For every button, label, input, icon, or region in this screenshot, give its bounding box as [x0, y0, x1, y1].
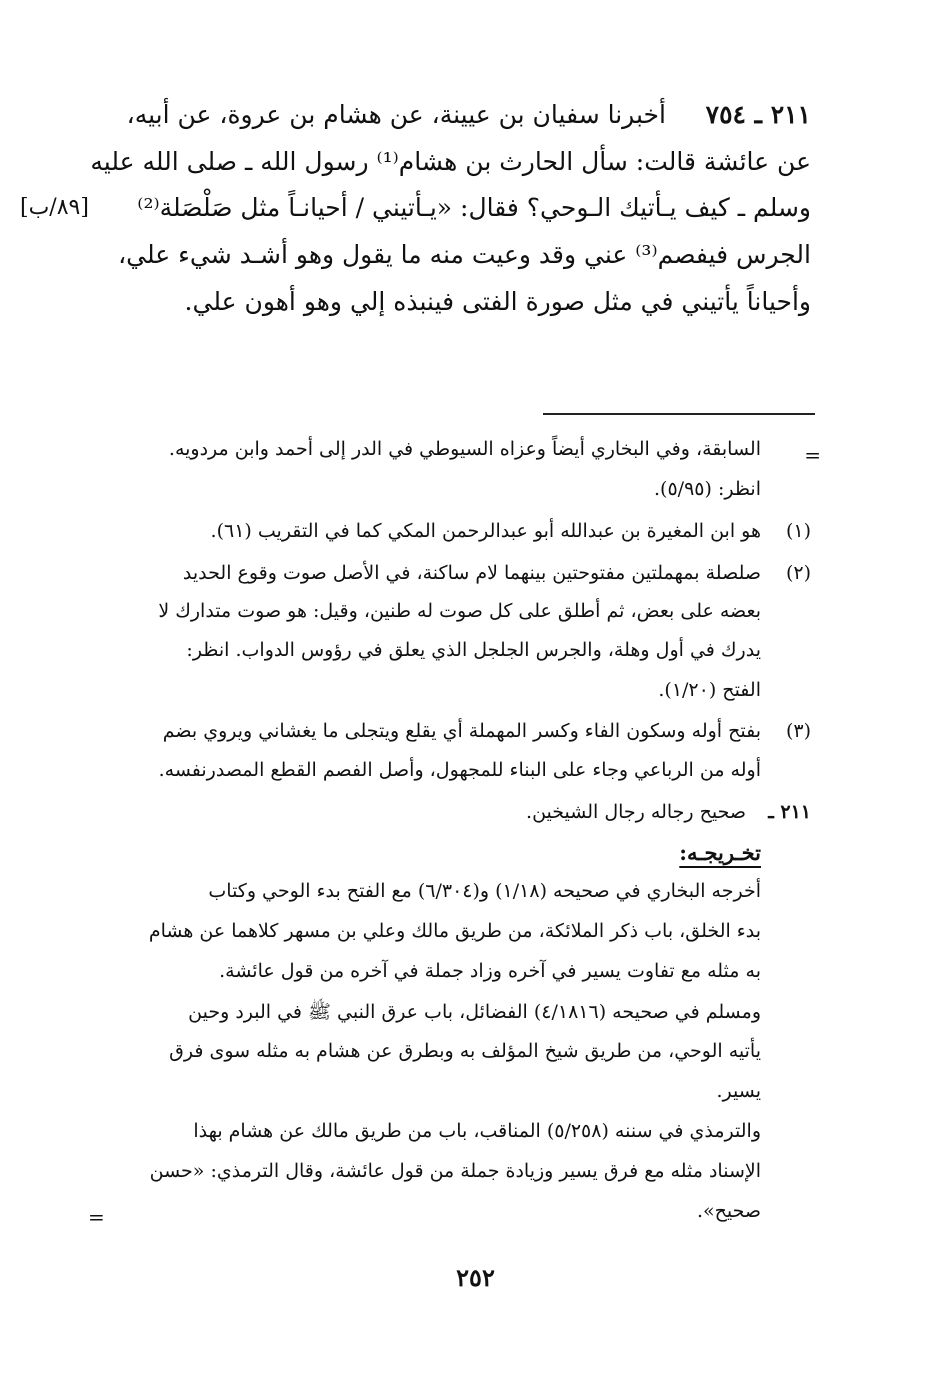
takhrij-line-6: يسير.: [716, 1080, 761, 1102]
footnote-3-line-2: أوله من الرباعي وجاء على البناء للمجهول، وأصل الفصم القطع المصدرنفسه.: [158, 759, 761, 781]
end-marker: =: [88, 1205, 105, 1229]
footnote-1-line-1: هو ابن المغيرة بن عبدالله أبو عبدالرحمن المكي كما في التقريب (٦١).: [210, 520, 761, 542]
takhrij-line-3: به مثله مع تفاوت يسير في آخره وزاد جملة في آخره من قول عائشة.: [219, 960, 761, 982]
footnote-2-line-1: صلصلة بمهملتين مفتوحتين بينهما لام ساكنة، في الأصل صوت وقوع الحديد: [182, 562, 761, 584]
continuation-marker: =: [804, 443, 821, 467]
margin-reference: [٨٩/ب]: [20, 195, 89, 220]
page-number: ٢٥٢: [456, 1263, 495, 1292]
main-line-1-text: أخبرنا سفيان بن عيينة، عن هشام بن عروة، عن أبيه،: [126, 100, 666, 129]
hadith-number: ٢١١ ـ ٧٥٤: [705, 100, 811, 129]
grading-text: صحيح رجاله رجال الشيخين.: [526, 801, 746, 823]
footnote-continuation-1: السابقة، وفي البخاري أيضاً وعزاه السيوطي في الدر إلى أحمد وابن مردويه.: [168, 438, 761, 460]
takhrij-line-5: يأتيه الوحي، من طريق شيخ المؤلف به وبطرق عن هشام به مثله سوى فرق: [169, 1040, 761, 1062]
main-line-2: عن عائشة قالت: سأل الحارث بن هشام⁽¹⁾ رسول الله ـ صلى الله عليه: [90, 147, 811, 176]
footnote-2-line-4: الفتح (١/٢٠).: [658, 679, 761, 701]
takhrij-line-7: والترمذي في سننه (٥/٢٥٨) المناقب، باب من طريق مالك عن هشام بهذا: [193, 1120, 761, 1142]
footnote-divider: [543, 413, 815, 415]
footnote-2-line-2: بعضه على بعض، ثم أطلق على كل صوت له طنين، وقيل: هو صوت متدارك لا: [158, 600, 761, 622]
main-line-4: الجرس فيفصم⁽³⁾ عني وقد وعيت منه ما يقول وهو أشـد شيء علي،: [118, 240, 811, 269]
footnote-3-number: (٣): [785, 720, 811, 742]
footnote-3-line-1: بفتح أوله وسكون الفاء وكسر المهملة أي يقلع ويتجلى ما يغشاني ويروي بضم: [162, 720, 761, 742]
takhrij-line-2: بدء الخلق، باب ذكر الملائكة، من طريق مالك وعلي بن مسهر كلاهما عن هشام: [148, 920, 761, 942]
takhrij-line-1: أخرجه البخاري في صحيحه (١/١٨) و(٦/٣٠٤) مع الفتح بدء الوحي وكتاب: [208, 880, 761, 902]
main-line-1: [127, 100, 811, 129]
takhrij-heading: تخـريجـه:: [679, 840, 761, 865]
main-line-5: وأحياناً يأتيني في مثل صورة الفتى فينبذه إلي وهو أهون علي.: [184, 287, 811, 316]
footnote-2-line-3: يدرك في أول وهلة، والجرس الجلجل الذي يعلق في رؤوس الدواب. انظر:: [186, 639, 761, 661]
footnote-continuation-2: انظر: (٥/٩٥).: [654, 478, 761, 500]
takhrij-line-9: صحيح».: [696, 1200, 761, 1222]
footnote-1-number: (١): [785, 520, 811, 542]
takhrij-line-8: الإسناد مثله مع فرق يسير وزيادة جملة من قول عائشة، وقال الترمذي: «حسن: [149, 1160, 761, 1182]
main-line-3: وسلم ـ كيف يـأتيك الـوحي؟ فقال: «يـأتيني / أحيانـاً مثل صَلْصَلة⁽²⁾: [137, 193, 811, 222]
grading-number: ٢١١ ـ: [768, 801, 811, 823]
takhrij-line-4: ومسلم في صحيحه (٤/١٨١٦) الفضائل، باب عرق النبي ﷺ في البرد وحين: [188, 1001, 761, 1023]
footnote-2-number: (٢): [785, 562, 811, 584]
